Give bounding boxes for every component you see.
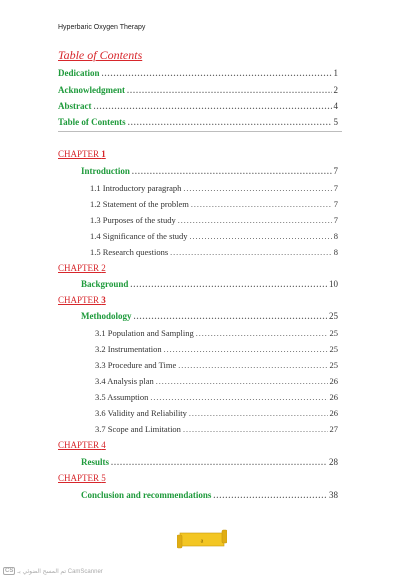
dot-leader [127, 86, 332, 95]
toc-subentry[interactable] [95, 424, 338, 434]
toc-entry-page: 25 [329, 328, 338, 338]
toc-entry-page: 7 [333, 166, 338, 176]
toc-entry-page: 8 [333, 247, 338, 257]
dot-leader [170, 248, 332, 257]
toc-subentry[interactable] [95, 328, 338, 338]
toc-subentry[interactable] [90, 199, 338, 209]
toc-entry-page: 25 [329, 344, 338, 354]
toc-entry-page: 26 [329, 376, 338, 386]
toc-entry-label: 3.6 Validity and Reliability [95, 408, 187, 418]
toc-subentry[interactable] [95, 360, 338, 370]
toc-entry-label: 3.1 Population and Sampling [95, 328, 194, 338]
dot-leader [189, 409, 328, 418]
toc-entry-background[interactable] [81, 279, 338, 289]
toc-entry-label: Conclusion and recommendations [81, 490, 212, 500]
dot-leader [183, 184, 331, 193]
page-number-scroll-icon [177, 528, 227, 550]
dot-leader [94, 102, 332, 111]
dot-leader [183, 425, 328, 434]
dot-leader [164, 345, 328, 354]
toc-entry-page: 10 [329, 279, 338, 289]
camscanner-logo-icon: CS [5, 568, 14, 574]
dot-leader [134, 312, 328, 321]
toc-entry-label: 1.4 Significance of the study [90, 231, 188, 241]
toc-entry-page: 2 [333, 85, 338, 95]
section-divider [58, 131, 342, 132]
toc-entry-label: 1.2 Statement of the problem [90, 199, 189, 209]
toc-subentry[interactable] [95, 408, 338, 418]
toc-entry-label: 3.3 Procedure and Time [95, 360, 177, 370]
dot-leader [178, 216, 332, 225]
toc-entry-conclusion[interactable] [81, 490, 338, 500]
toc-entry-introduction[interactable] [81, 166, 338, 176]
toc-entry-dedication[interactable] [58, 68, 338, 78]
toc-entry-page: 26 [329, 408, 338, 418]
toc-subentry[interactable] [95, 392, 338, 402]
dot-leader [156, 377, 328, 386]
toc-title: Table of Contents [58, 48, 143, 62]
dot-leader [111, 458, 327, 467]
toc-entry-label: Background [81, 279, 129, 289]
toc-subentry[interactable] [90, 215, 338, 225]
toc-entry-label: Table of Contents [58, 117, 126, 127]
toc-subentry[interactable] [90, 247, 338, 257]
toc-entry-label: 3.4 Analysis plan [95, 376, 154, 386]
toc-entry-page: 27 [329, 424, 338, 434]
toc-entry-page: 8 [333, 231, 338, 241]
toc-entry-label: 1.1 Introductory paragraph [90, 183, 182, 193]
toc-entry-page: 26 [329, 392, 338, 402]
toc-entry-page: 7 [333, 215, 338, 225]
toc-entry-label: Dedication [58, 68, 100, 78]
toc-entry-methodology[interactable] [81, 311, 338, 321]
watermark-text: تم المسح الضوئي بـ CamScanner [17, 568, 103, 575]
toc-subentry[interactable] [90, 183, 338, 193]
toc-entry-label: Abstract [58, 101, 92, 111]
toc-entry-label: Methodology [81, 311, 132, 321]
toc-entry-results[interactable] [81, 457, 338, 467]
dot-leader [132, 167, 332, 176]
dot-leader [213, 491, 327, 500]
toc-entry-page: 1 [333, 68, 338, 78]
toc-entry-page: 25 [329, 311, 338, 321]
chapter-heading-3: CHAPTER 3 [58, 295, 106, 305]
toc-entry-label: 3.7 Scope and Limitation [95, 424, 181, 434]
toc-entry-page: 25 [329, 360, 338, 370]
dot-leader [196, 329, 328, 338]
toc-entry-page: 38 [329, 490, 338, 500]
running-header: Hyperbaric Oxygen Therapy [58, 24, 146, 31]
chapter-heading-5: CHAPTER 5 [58, 473, 106, 483]
toc-entry-label: 3.5 Assumption [95, 392, 149, 402]
scanner-watermark [3, 567, 103, 575]
toc-entry-label: Introduction [81, 166, 130, 176]
toc-entry-page: 28 [329, 457, 338, 467]
dot-leader [191, 200, 332, 209]
toc-entry-page: 7 [333, 183, 338, 193]
toc-entry-label: Acknowledgment [58, 85, 125, 95]
toc-subentry[interactable] [95, 344, 338, 354]
dot-leader [130, 280, 327, 289]
toc-entry-label: 1.5 Research questions [90, 247, 169, 257]
dot-leader [102, 69, 332, 78]
toc-entry-label: 3.2 Instrumentation [95, 344, 162, 354]
chapter-heading-1: CHAPTER 1 [58, 149, 106, 159]
toc-entry-label: Results [81, 457, 110, 467]
toc-entry-page: 5 [333, 117, 338, 127]
chapter-heading-2: CHAPTER 2 [58, 263, 106, 273]
toc-entry-label: 1.3 Purposes of the study [90, 215, 176, 225]
chapter-heading-4: CHAPTER 4 [58, 440, 106, 450]
dot-leader [128, 118, 332, 127]
toc-entry-abstract[interactable] [58, 101, 338, 111]
toc-entry-table-of-contents[interactable] [58, 117, 338, 127]
toc-subentry[interactable] [95, 376, 338, 386]
toc-entry-acknowledgment[interactable] [58, 85, 338, 95]
toc-subentry[interactable] [90, 231, 338, 241]
toc-entry-page: 4 [333, 101, 338, 111]
page-number: a [200, 538, 204, 545]
toc-entry-page: 7 [333, 199, 338, 209]
dot-leader [190, 232, 332, 241]
dot-leader [178, 361, 327, 370]
dot-leader [150, 393, 327, 402]
